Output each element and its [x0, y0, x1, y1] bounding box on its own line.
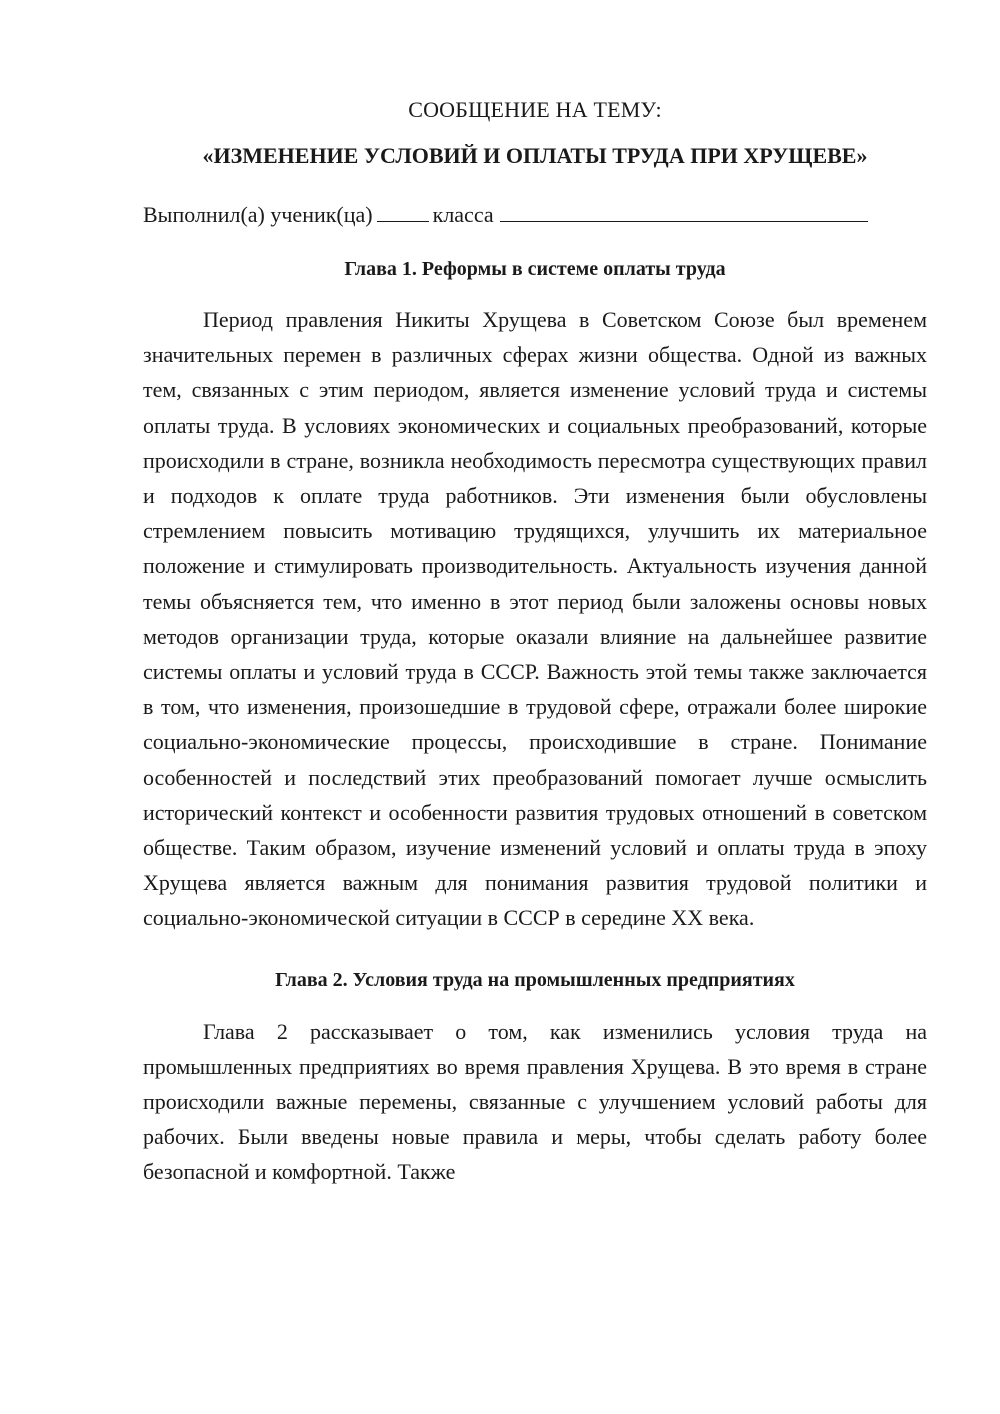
- name-blank: [500, 199, 868, 222]
- chapter-1-paragraph: Период правления Никиты Хрущева в Советском Союзе был временем значительных перемен в различных сферах жизни общества. Одной из важных тем, связанных с этим периодом, является изменение условий труда и системы оплаты труда. В условиях экономических и социальных преобразований, которые происходили в стране, возникла необходимость пересмотра существующих правил и подходов к оплате труда работников. Эти изменения были обусловлены стремлением повысить мотивацию трудящихся, улучшить их материальное положение и стимулировать производительность. Актуальность изучения данной темы объясняется тем, что именно в этот период были заложены основы новых методов организации труда, которые оказали влияние на дальнейшее развитие системы оплаты и условий труда в СССР. Важность этой темы также заключается в том, что изменения, произошедшие в трудовой сфере, отражали более широкие социально-экономические процессы, происходившие в стране. Понимание особенностей и последствий этих преобразований помогает лучше осмыслить исторический контекст и особенности развития трудовых отношений в советском обществе. Таким образом, изучение изменений условий и оплаты труда в эпоху Хрущева является важным для понимания развития трудовой политики и социально-экономической ситуации в СССР в середине XX века.: [143, 307, 927, 931]
- author-line: [143, 199, 927, 230]
- chapter-2-heading: Глава 2. Условия труда на промышленных предприятиях: [275, 968, 795, 991]
- author-label: Выполнил(а) ученик(ца): [143, 202, 373, 227]
- grade-blank: [377, 199, 429, 222]
- class-label: класса: [432, 202, 494, 227]
- chapter-1-heading: Глава 1. Реформы в системе оплаты труда: [344, 258, 726, 280]
- document-title: СООБЩЕНИЕ НА ТЕМУ:: [408, 97, 662, 122]
- chapter-2-paragraph: Глава 2 рассказывает о том, как изменились условия труда на промышленных предприятиях во время правления Хрущева. В это время в стране происходили важные перемены, связанные с улучшением условий работы для рабочих. Были введены новые правила и меры, чтобы сделать работу более безопасной и комфортной. Также: [143, 1018, 927, 1185]
- document-subtitle: «ИЗМЕНЕНИЕ УСЛОВИЙ И ОПЛАТЫ ТРУДА ПРИ ХРУЩЕВЕ»: [202, 143, 868, 168]
